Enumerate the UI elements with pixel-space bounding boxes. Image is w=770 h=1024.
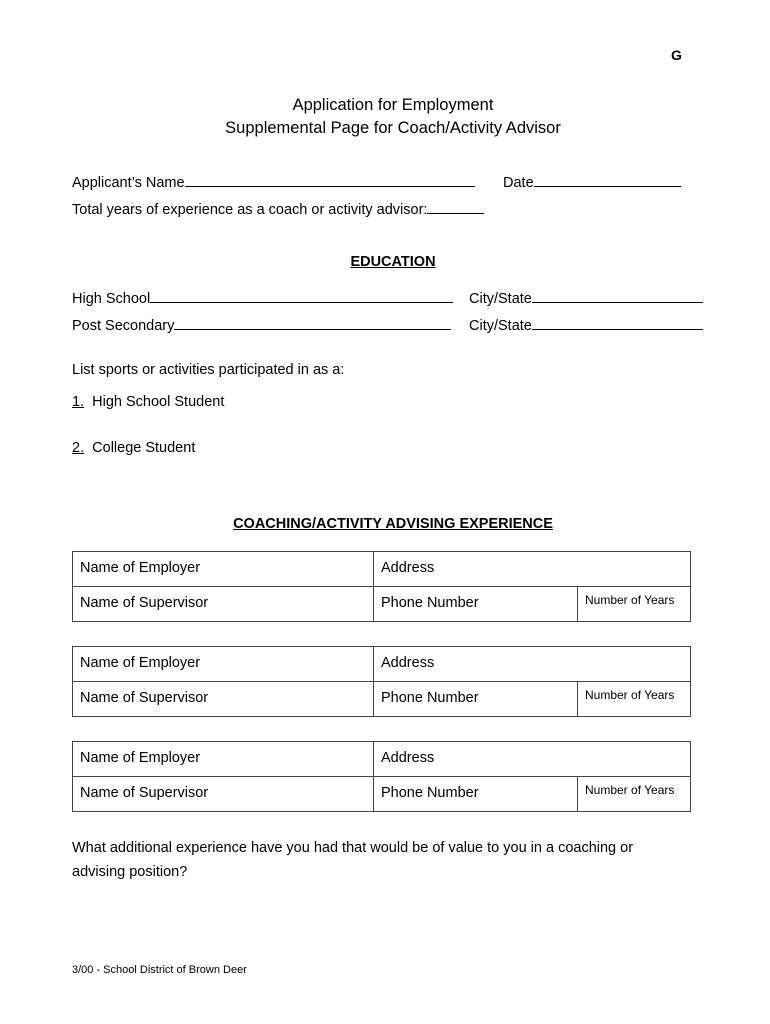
- phone-cell[interactable]: [374, 587, 578, 622]
- high-school-field[interactable]: [150, 290, 453, 303]
- activities-intro: List sports or activities participated in as a:: [72, 362, 345, 378]
- address-cell[interactable]: [374, 647, 691, 682]
- page-subtitle: Supplemental Page for Coach/Activity Advisor: [225, 119, 561, 137]
- applicant-name-field[interactable]: [185, 174, 475, 187]
- post-secondary-field[interactable]: [174, 317, 451, 330]
- supervisor-cell[interactable]: [73, 682, 374, 717]
- years-experience-field[interactable]: [427, 201, 484, 214]
- employer-label: Name of Employer: [80, 750, 201, 766]
- address-cell[interactable]: [374, 552, 691, 587]
- experience-table-2: [72, 646, 691, 717]
- high-school-row: [72, 290, 453, 307]
- education-heading: EDUCATION: [350, 254, 436, 270]
- employer-cell[interactable]: [73, 647, 374, 682]
- phone-label: Phone Number: [381, 690, 479, 706]
- supervisor-label: Name of Supervisor: [80, 595, 209, 611]
- years-cell[interactable]: [578, 682, 691, 717]
- phone-label: Phone Number: [381, 595, 479, 611]
- employer-label: Name of Employer: [80, 560, 201, 576]
- supervisor-label: Name of Supervisor: [80, 690, 209, 706]
- supervisor-cell[interactable]: [73, 587, 374, 622]
- list-item: [72, 440, 195, 456]
- years-label: Number of Years: [585, 783, 675, 797]
- list-item-number: 1.: [72, 394, 85, 410]
- address-label: Address: [381, 750, 435, 766]
- address-label: Address: [381, 560, 435, 576]
- years-label: Number of Years: [585, 593, 675, 607]
- additional-question-line2: advising position?: [72, 864, 188, 880]
- high-school-city-state-field[interactable]: [532, 290, 703, 303]
- list-item-label: College Student: [92, 440, 196, 456]
- phone-label: Phone Number: [381, 785, 479, 801]
- supervisor-label: Name of Supervisor: [80, 785, 209, 801]
- years-experience-row: [72, 201, 484, 218]
- phone-cell[interactable]: [374, 777, 578, 812]
- experience-heading: COACHING/ACTIVITY ADVISING EXPERIENCE: [233, 516, 553, 532]
- experience-table-1: [72, 551, 691, 622]
- supervisor-cell[interactable]: [73, 777, 374, 812]
- date-field[interactable]: [534, 174, 681, 187]
- footer: 3/00 - School District of Brown Deer: [72, 964, 247, 976]
- additional-question-line1: What additional experience have you had that would be of value to you in a coaching or: [72, 840, 634, 856]
- post-secondary-city-state-field[interactable]: [532, 317, 703, 330]
- post-secondary-label: Post Secondary: [72, 318, 175, 334]
- address-cell[interactable]: [374, 742, 691, 777]
- employer-cell[interactable]: [73, 742, 374, 777]
- years-experience-label: Total years of experience as a coach or activity advisor:: [72, 202, 428, 218]
- high-school-label: High School: [72, 291, 151, 307]
- high-school-city-row: [469, 290, 703, 307]
- years-label: Number of Years: [585, 688, 675, 702]
- city-state-label: City/State: [469, 291, 532, 307]
- address-label: Address: [381, 655, 435, 671]
- form-code: G: [671, 47, 682, 63]
- date-row: [503, 174, 681, 191]
- list-item-number: 2.: [72, 440, 85, 456]
- phone-cell[interactable]: [374, 682, 578, 717]
- date-label: Date: [503, 175, 534, 191]
- employer-cell[interactable]: [73, 552, 374, 587]
- applicant-name-row: [72, 174, 475, 191]
- experience-table-3: [72, 741, 691, 812]
- employer-label: Name of Employer: [80, 655, 201, 671]
- list-item: [72, 394, 224, 410]
- page-title: Application for Employment: [292, 96, 494, 114]
- years-cell[interactable]: [578, 777, 691, 812]
- post-secondary-row: [72, 317, 451, 334]
- post-secondary-city-row: [469, 317, 703, 334]
- list-item-label: High School Student: [92, 394, 225, 410]
- city-state-label: City/State: [469, 318, 532, 334]
- years-cell[interactable]: [578, 587, 691, 622]
- applicant-name-label: Applicant’s Name: [72, 175, 185, 191]
